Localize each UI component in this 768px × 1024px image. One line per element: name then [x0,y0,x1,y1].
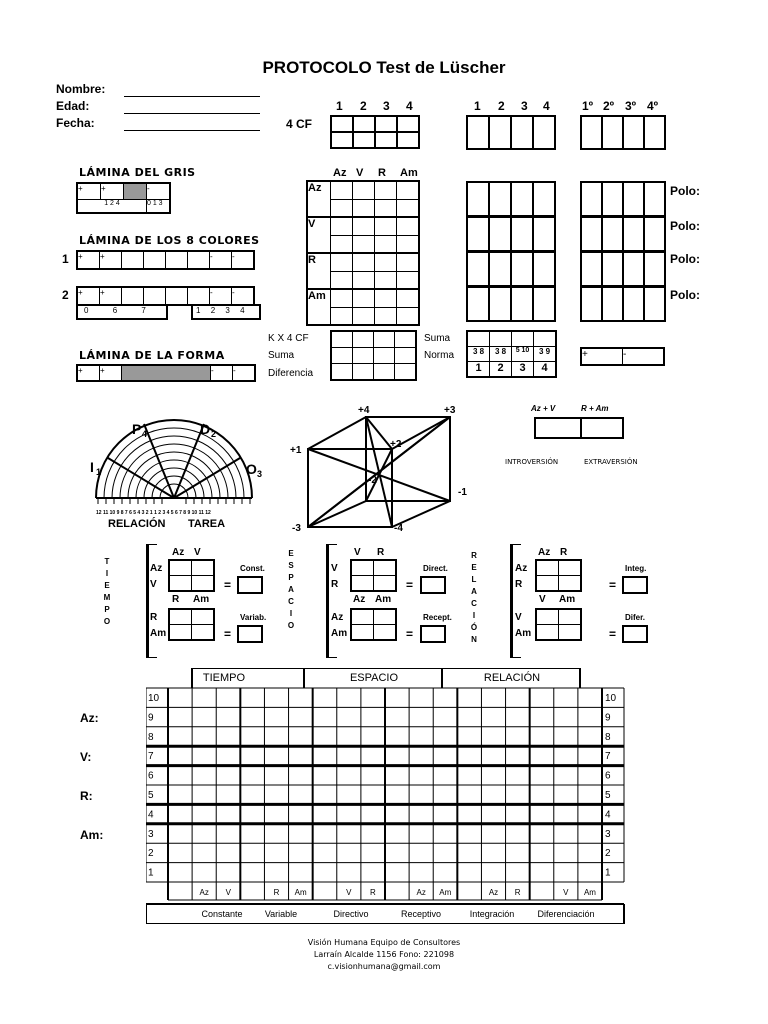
level-label: 3 [148,828,154,840]
ord-grid-3[interactable] [580,251,666,287]
minus-sign: - [232,288,235,297]
label-o-sub: 3 [257,469,263,479]
side-az: Az: [80,711,99,725]
bottom-color-label: V [346,888,352,897]
pos-header-2: 2 [360,99,367,113]
row2-label: 2 [62,288,69,302]
level-label: 1 [605,867,611,879]
gris-nums-left: 1 2 4 [77,200,147,214]
cube-m4: -4 [394,523,403,533]
t-head-v: V [194,547,201,558]
colores-row-1[interactable] [76,250,255,270]
r-head-am: Am [559,594,576,605]
level-label: 6 [148,770,154,782]
espacio-vertical [286,548,296,632]
r-head-r: R [560,547,568,558]
pos-grid-1[interactable] [466,181,556,217]
letter: C [288,597,294,606]
nombre-field[interactable] [124,96,260,97]
sign-grid[interactable] [580,347,665,366]
pos-grid-2[interactable] [466,216,556,252]
integracion-box[interactable] [622,576,648,594]
ord-header-1: 1º [582,99,594,113]
footer-email: c.visionhumana@gmail.com [327,962,441,971]
norma-label: Norma [424,350,455,361]
level-label: 10 [148,693,160,704]
letter: A [288,585,294,594]
label-i: I [90,459,94,475]
espacio-top-grid[interactable] [350,559,397,592]
bottom-color-label: Am [439,888,452,897]
label-o: O [246,461,257,477]
polo-label-1: Polo: [670,184,700,198]
pos2-header-1: 1 [474,99,481,113]
plus-sign: + [100,288,105,297]
page-title: PROTOCOLO Test de Lüscher [262,58,506,77]
minus-sign: - [623,348,665,365]
t-head-r: R [172,594,180,605]
level-label: 6 [605,770,611,782]
suma-label: Suma [268,350,295,361]
direct-label: Direct. [423,564,448,573]
letter: N [471,635,477,644]
letter: P [104,605,110,614]
minus-sign: - [210,288,213,297]
const-label: Const. [240,564,265,573]
difer-label: Difer. [625,613,646,622]
minus-sign: - [233,366,236,375]
plus-sign: + [78,288,83,297]
num: 2 [210,306,216,315]
pos2-header-4: 4 [543,99,550,113]
r-row-v: V [515,612,522,623]
colores-nums-b [191,304,261,320]
letter: I [472,611,476,620]
gris-nums-right: 0 1 3 [147,200,171,214]
e-head-am: Am [375,594,392,605]
ord-grid-2[interactable] [580,216,666,252]
cf-label: 4 CF [286,117,313,131]
r-row-r: R [515,579,523,590]
footer-category-label: Integración [469,909,515,919]
e-row-v: V [331,563,338,574]
bottom-color-label: R [370,888,376,897]
lamina-gris-title: LÁMINA DEL GRIS [79,166,196,179]
tarea-label: TAREA [188,518,226,530]
footer-category-label: Variable [264,909,298,919]
az-v-label: Az + V [531,404,556,413]
fecha-label: Fecha: [56,116,95,130]
label-i-sub: 1 [96,467,102,477]
letter: A [471,587,477,596]
side-am: Am: [80,828,104,842]
extraversion-label: EXTRAVERSIÓN [584,458,638,466]
plus-sign: + [78,184,83,193]
suma-right-label: Suma [424,333,451,344]
cube-p2: +2 [390,439,402,450]
cube-p4: +4 [358,405,370,416]
e-head-v: V [354,547,361,558]
recept-label: Recept. [423,613,452,622]
footer-category-label: Directivo [333,909,369,919]
ord-header-2: 2º [603,99,615,113]
scale-numbers: 12 11 10 9 8 7 6 5 4 3 2 1 1 2 3 4 5 6 7 8 9 10 11 12 [96,510,211,516]
r-am-label: R + Am [581,404,609,413]
level-label: 7 [148,751,154,763]
level-label: 4 [605,809,611,821]
ord-grid-4[interactable] [580,286,666,322]
ord-header-3: 3º [625,99,637,113]
pos-header-4: 4 [406,99,413,113]
bottom-color-label: R [514,888,521,897]
level-label: 2 [148,848,154,860]
espacio-bot-grid[interactable] [350,608,397,641]
plus-sign: + [100,252,105,261]
e-row-az: Az [331,612,344,623]
bottom-color-label: R [273,888,280,897]
cm-row-r: R [307,253,331,289]
level-label: 2 [605,848,611,860]
e-head-az: Az [353,594,366,605]
num: 1 [196,306,201,315]
section-espacio: ESPACIO [349,672,399,684]
t-row-v: V [150,579,157,590]
num: 6 [112,306,118,315]
e-row-am: Am [331,628,348,639]
plus-sign: + [101,184,106,193]
letter: E [288,549,294,558]
footer-category-label: Diferenciación [537,909,595,919]
t-row-am: Am [150,628,167,639]
forma-grid[interactable] [76,364,256,382]
letter: O [103,617,111,626]
kx-grid[interactable] [330,330,417,381]
cm-head-v: V [356,167,364,179]
r-row-az: Az [515,563,528,574]
letter: I [289,609,293,618]
plus-sign: + [581,348,623,365]
lamina-colores-title: LÁMINA DE LOS 8 COLORES [79,234,260,247]
minus-sign: - [147,184,150,193]
cube-p1: +1 [290,445,302,456]
constante-box[interactable] [237,576,263,594]
letter: O [287,621,295,630]
bottom-color-label: Az [488,888,499,897]
letter: Ó [470,623,478,632]
cm-head-r: R [378,167,386,179]
letter: S [288,561,294,570]
ord-header-4: 4º [647,99,659,113]
introversion-label: INTROVERSIÓN [505,458,559,466]
espacio-bracket [326,544,337,658]
profile-grid[interactable] [146,668,626,924]
diferenciacion-box[interactable] [622,625,648,643]
pos-header-3: 3 [383,99,390,113]
level-label: 5 [148,790,154,801]
cube-m2: -2 [368,475,377,486]
label-d: D [200,421,211,437]
colores-row-2[interactable] [76,286,255,306]
equals: = [609,627,617,641]
level-label: 8 [148,731,154,743]
letter: E [471,563,477,572]
letter: L [471,575,477,584]
cm-row-v: V [307,217,331,253]
equals: = [609,578,617,592]
footer-address: Larraín Alcalde 1156 Fono: 221098 [313,950,455,959]
norm-num-1: 1 [467,362,490,378]
lamina-gris-grid[interactable] [76,182,171,214]
cf-grid[interactable] [330,115,420,149]
suma-norma-grid[interactable] [466,330,557,378]
norm-4: 3 9 [534,347,557,362]
plus-sign: + [78,252,83,261]
lamina-forma-title: LÁMINA DE LA FORMA [79,349,225,362]
level-label: 3 [605,828,611,840]
level-label: 10 [605,693,617,704]
minus-sign: - [232,252,235,261]
cube-diagram [286,403,476,533]
plus-sign: + [100,366,105,375]
equals: = [406,578,414,592]
relacion-bracket [510,544,521,658]
pos2-header-3: 3 [521,99,528,113]
relacion-top-grid[interactable] [535,559,582,592]
ordinal-grid[interactable] [580,115,666,150]
level-label: 8 [605,731,611,743]
footer-company: Visión Humana Equipo de Consultores [307,938,461,947]
color-matrix[interactable] [306,180,420,326]
letter: P [288,573,294,582]
t-row-az: Az [150,563,163,574]
tiempo-top-grid[interactable] [168,559,215,592]
bottom-color-label: V [563,888,569,897]
num: 7 [141,306,146,315]
polo-label-2: Polo: [670,219,700,233]
pos-grid-4[interactable] [466,286,556,322]
side-v: V: [80,750,92,764]
norm-3: 5 10 [512,347,534,362]
intro-extra-grid[interactable] [534,417,624,439]
norm-num-4: 4 [534,362,557,378]
relacion-bot-grid[interactable] [535,608,582,641]
t-row-r: R [150,612,158,623]
pos-grid-3[interactable] [466,251,556,287]
section-relacion: RELACIÓN [483,672,541,684]
cm-head-am: Am [400,167,418,179]
minus-sign: - [210,252,213,261]
norm-2: 3 8 [490,347,512,362]
colores-nums-a [76,304,168,320]
r-head-az: Az [538,547,551,558]
letter: R [471,551,477,560]
level-label: 7 [605,751,611,763]
e-head-r: R [377,547,385,558]
r-row-am: Am [515,628,532,639]
side-r: R: [80,789,93,803]
norm-num-3: 3 [512,362,534,378]
cube-m1: -1 [458,487,467,498]
letter: E [104,581,110,590]
pos-header-1: 1 [336,99,343,113]
t-head-az: Az [172,547,185,558]
diferencia-label: Diferencia [268,368,314,379]
polo-label-3: Polo: [670,252,700,266]
cube-p3: +3 [444,405,456,416]
relacion-label: RELACIÓN [108,518,166,530]
relacion-vertical [469,550,479,646]
num: 4 [240,306,245,315]
bottom-color-label: Az [416,888,426,897]
norm-num-2: 2 [490,362,512,378]
variable-box[interactable] [237,625,263,643]
footer [0,937,768,973]
e-row-r: R [331,579,339,590]
fecha-field[interactable] [124,130,260,131]
cm-row-az: Az [307,181,331,217]
r-head-v: V [539,594,546,605]
cm-row-am: Am [307,289,331,325]
section-tiempo: TIEMPO [202,672,246,684]
nombre-label: Nombre: [56,82,106,96]
ord-grid-1[interactable] [580,181,666,217]
bottom-color-label: V [225,888,231,897]
letter: C [471,599,477,608]
bottom-color-label: Am [583,888,596,897]
level-label: 5 [605,790,611,801]
letter: I [105,569,109,578]
integ-label: Integ. [625,564,647,573]
kx-label: K X 4 CF [268,333,309,344]
norm-1: 3 8 [467,347,490,362]
directivo-box[interactable] [420,576,446,594]
num: 0 [84,306,89,315]
plus-sign: + [78,366,83,375]
cube-m3: -3 [292,523,301,533]
tiempo-bot-grid[interactable] [168,608,215,641]
semicircle-diagram [80,410,270,530]
edad-field[interactable] [124,113,260,114]
cf-grid-2[interactable] [466,115,556,150]
receptivo-box[interactable] [420,625,446,643]
bottom-color-label: Az [199,888,209,897]
level-label: 1 [148,867,154,879]
tiempo-bracket [146,544,157,658]
level-label: 9 [148,712,154,724]
minus-sign: - [211,366,214,375]
variab-label: Variab. [240,613,267,622]
edad-label: Edad: [56,99,90,113]
equals: = [406,627,414,641]
footer-category-label: Constante [201,909,243,919]
cm-head-az: Az [333,167,347,179]
pos2-header-2: 2 [498,99,505,113]
equals: = [224,578,232,592]
equals: = [224,627,232,641]
bottom-color-label: Am [294,888,307,897]
letter: T [104,557,110,566]
label-p-sub: 4 [142,429,148,439]
level-label: 9 [605,712,611,724]
footer-category-label: Receptivo [400,909,442,919]
num: 3 [225,306,230,315]
label-p: P [132,421,142,437]
tiempo-vertical [102,556,112,628]
level-label: 4 [148,809,154,821]
t-head-am: Am [193,594,210,605]
polo-label-4: Polo: [670,288,700,302]
letter: M [103,593,111,602]
label-d-sub: 2 [211,429,217,439]
row1-label: 1 [62,252,69,266]
